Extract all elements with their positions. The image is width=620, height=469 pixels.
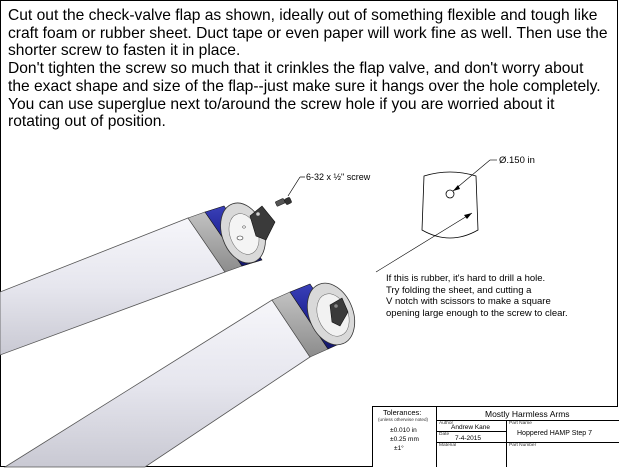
rubber-note	[386, 273, 568, 319]
author-label: Author	[439, 421, 454, 426]
date-label: Date	[439, 432, 450, 437]
part-name-label: Part Name	[509, 421, 532, 426]
material-label: Material	[439, 443, 457, 448]
tolerances-title: Tolerances:	[383, 408, 422, 417]
screw-callout: 6-32 x ½" screw	[306, 172, 371, 182]
title-block	[372, 406, 618, 467]
tolerances-subtitle: (unless otherwise noted)	[378, 417, 429, 422]
date-value: 7-4-2015	[455, 435, 482, 442]
date-cell	[437, 432, 507, 443]
part-name-cell	[507, 421, 619, 443]
company-cell	[437, 407, 619, 421]
part-name-value: Hoppered HAMP Step 7	[517, 430, 592, 437]
company-name: Mostly Harmless Arms	[485, 409, 570, 419]
flap-template	[376, 160, 497, 272]
screw-part	[275, 197, 292, 206]
instruction-paragraph-2: Don't tighten the screw so much that it crinkles the flap valve, and don't worry about the exact shape and size of the flap--just make sure it hangs over the hole completely.	[8, 60, 601, 95]
tolerance-inch: ±0.010 in	[390, 427, 417, 434]
tolerances-cell	[373, 407, 437, 467]
tolerance-mm: ±0.25 mm	[390, 436, 419, 443]
tolerance-degree: ±1°	[394, 445, 404, 452]
part-number-cell	[507, 443, 619, 467]
material-cell	[437, 443, 507, 467]
part-number-label: Part Number	[509, 443, 537, 448]
screw-hole	[446, 190, 454, 198]
rubber-note-line-3: V notch with scissors to make a square	[386, 296, 551, 307]
screw-leader	[288, 177, 300, 196]
instruction-paragraph-1: Cut out the check-valve flap as shown, ideally out of something flexible and tough like craft foam or rubber sheet. Duct tape or even paper will work fine as well. Then use the shorter screw to fasten it in place.	[8, 7, 608, 60]
author-value: Andrew Kane	[451, 424, 491, 431]
instruction-paragraph-3: You can use superglue next to/around the screw hole if you are worried about it rotating out of position.	[8, 95, 555, 131]
rubber-note-line-1: If this is rubber, it's hard to drill a hole.	[386, 273, 546, 284]
hole-diameter-callout: Ø.150 in	[499, 155, 535, 166]
author-cell	[437, 421, 507, 432]
rubber-note-line-2: Try folding the sheet, and cutting a	[386, 284, 532, 296]
rubber-note-line-4: opening large enough to the screw to clear.	[386, 307, 568, 319]
